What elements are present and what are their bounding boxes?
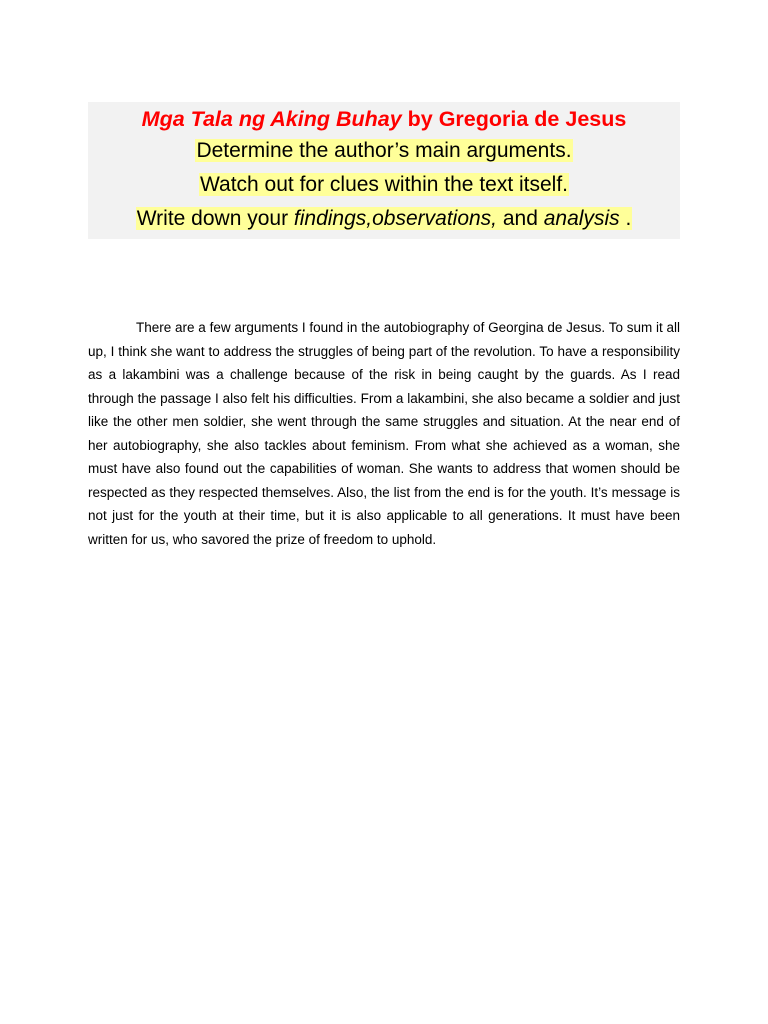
instruction-3-end: . — [619, 207, 632, 230]
document-title — [88, 104, 680, 134]
instruction-line-3 — [88, 202, 680, 236]
instruction-text-3 — [136, 207, 633, 230]
author-byline: by Gregoria de Jesus — [401, 107, 627, 131]
essay-paragraph: There are a few arguments I found in the autobiography of Georgina de Jesus. To sum it all up, I think she want to address the struggles of being part of the revolution. To have a responsibility as a lakambini was a challenge because of the risk in being caught by the guards. As I read through the passage I also felt his difficulties. From a lakambini, she also became a soldier and just like the other men soldier, she went through the same struggles and situation. At the near end of her autobiography, she also tackles about feminism. From what she achieved as a woman, she must have also found out the capabilities of woman. She wants to address that women should be respected as they respected themselves. Also, the list from the end is for the youth. It’s message is not just for the youth at their time, but it is also applicable to all generations. It must have been written for us, who savored the prize of freedom to uphold. — [88, 320, 680, 547]
instruction-3-prefix: Write down your — [136, 207, 294, 230]
instruction-text-2: Watch out for clues within the text itself. — [199, 173, 569, 196]
instruction-3-and: and — [497, 207, 544, 230]
instruction-line-2 — [88, 168, 680, 202]
book-title: Mga Tala ng Aking Buhay — [141, 107, 402, 131]
instruction-3-findings: findings,observations, — [293, 207, 498, 230]
assignment-header — [88, 102, 680, 239]
instruction-line-1 — [88, 134, 680, 168]
instruction-text-1: Determine the author’s main arguments. — [196, 139, 572, 162]
instruction-3-analysis: analysis — [543, 207, 620, 230]
